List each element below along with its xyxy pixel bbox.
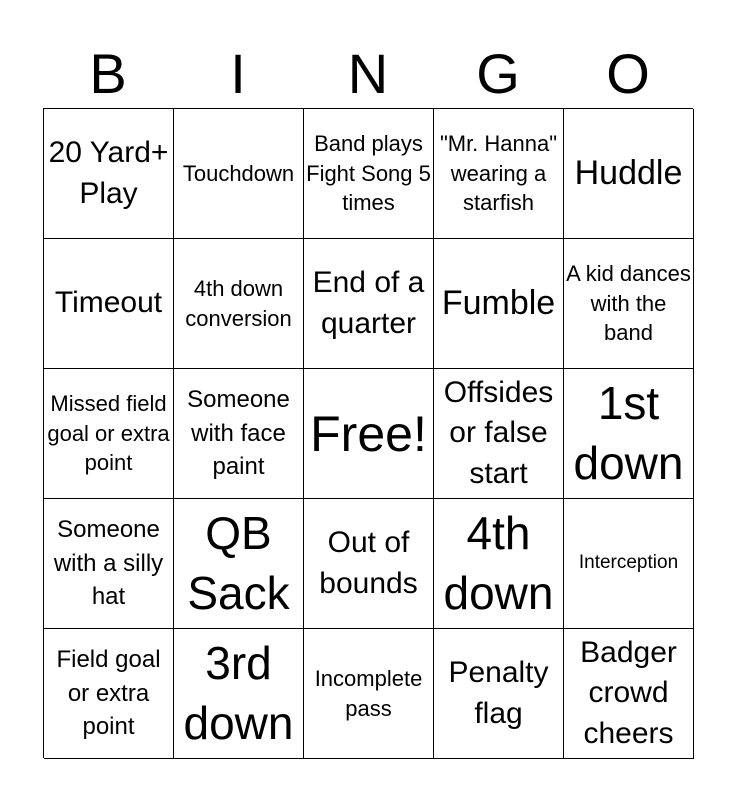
bingo-cell[interactable] [44,239,174,369]
bingo-cell[interactable] [304,109,434,239]
cell-label: 20 Yard+ Play [48,136,169,210]
cell-label: 3rd down [183,636,294,749]
cell-label: A kid dances with the band [566,260,691,346]
bingo-cell[interactable] [434,369,564,499]
bingo-cell[interactable] [304,239,434,369]
bingo-cell[interactable] [304,629,434,759]
cell-label: Touchdown [182,160,295,186]
bingo-cell[interactable] [434,109,564,239]
bingo-cell[interactable] [564,629,694,759]
header-letter-g: G [476,42,520,105]
bingo-cell[interactable] [564,499,694,629]
cell-label: 1st down [573,376,684,489]
cell-label: Someone with face paint [187,386,290,481]
cell-label: 4th down conversion [185,275,292,331]
cell-label: Huddle [574,154,683,193]
cell-label: Penalty flag [448,656,549,730]
bingo-cell[interactable] [44,109,174,239]
bingo-cell[interactable] [174,239,304,369]
bingo-cell[interactable] [44,499,174,629]
bingo-cell[interactable] [434,499,564,629]
cell-label: Interception [578,552,679,574]
bingo-cell[interactable] [434,629,564,759]
cell-label: Band plays Fight Song 5 times [306,130,431,216]
header-letter-n: N [347,42,389,105]
cell-label: Someone with a silly hat [53,516,164,611]
bingo-cell[interactable] [304,499,434,629]
bingo-cell[interactable] [174,499,304,629]
cell-label: Incomplete pass [314,665,423,721]
bingo-cell[interactable] [564,369,694,499]
header-letter-o: O [606,42,650,105]
cell-label: QB Sack [187,506,290,619]
header-letter-b: B [89,42,127,105]
cell-label: End of a quarter [312,266,425,340]
free-space-label: Free! [310,405,427,462]
bingo-cell[interactable] [174,629,304,759]
bingo-cell[interactable] [44,369,174,499]
bingo-cell[interactable] [174,109,304,239]
cell-label: Missed field goal or extra point [47,390,170,476]
bingo-board [43,108,693,758]
cell-label: Out of bounds [319,526,418,600]
cell-label: "Mr. Hanna" wearing a starfish [439,130,558,216]
cell-label: Field goal or extra point [56,646,161,741]
cell-label: Badger crowd cheers [580,635,677,750]
bingo-cell[interactable] [564,109,694,239]
bingo-cell free-cell[interactable] [304,369,434,499]
bingo-cell[interactable] [564,239,694,369]
header-letter-i: I [230,42,246,105]
cell-label: Timeout [54,286,163,320]
bingo-cell[interactable] [44,629,174,759]
cell-label: Fumble [441,284,556,323]
cell-label: Offsides or false start [443,375,554,490]
cell-label: 4th down [443,506,554,619]
bingo-header [43,40,693,108]
bingo-cell[interactable] [174,369,304,499]
bingo-cell[interactable] [434,239,564,369]
